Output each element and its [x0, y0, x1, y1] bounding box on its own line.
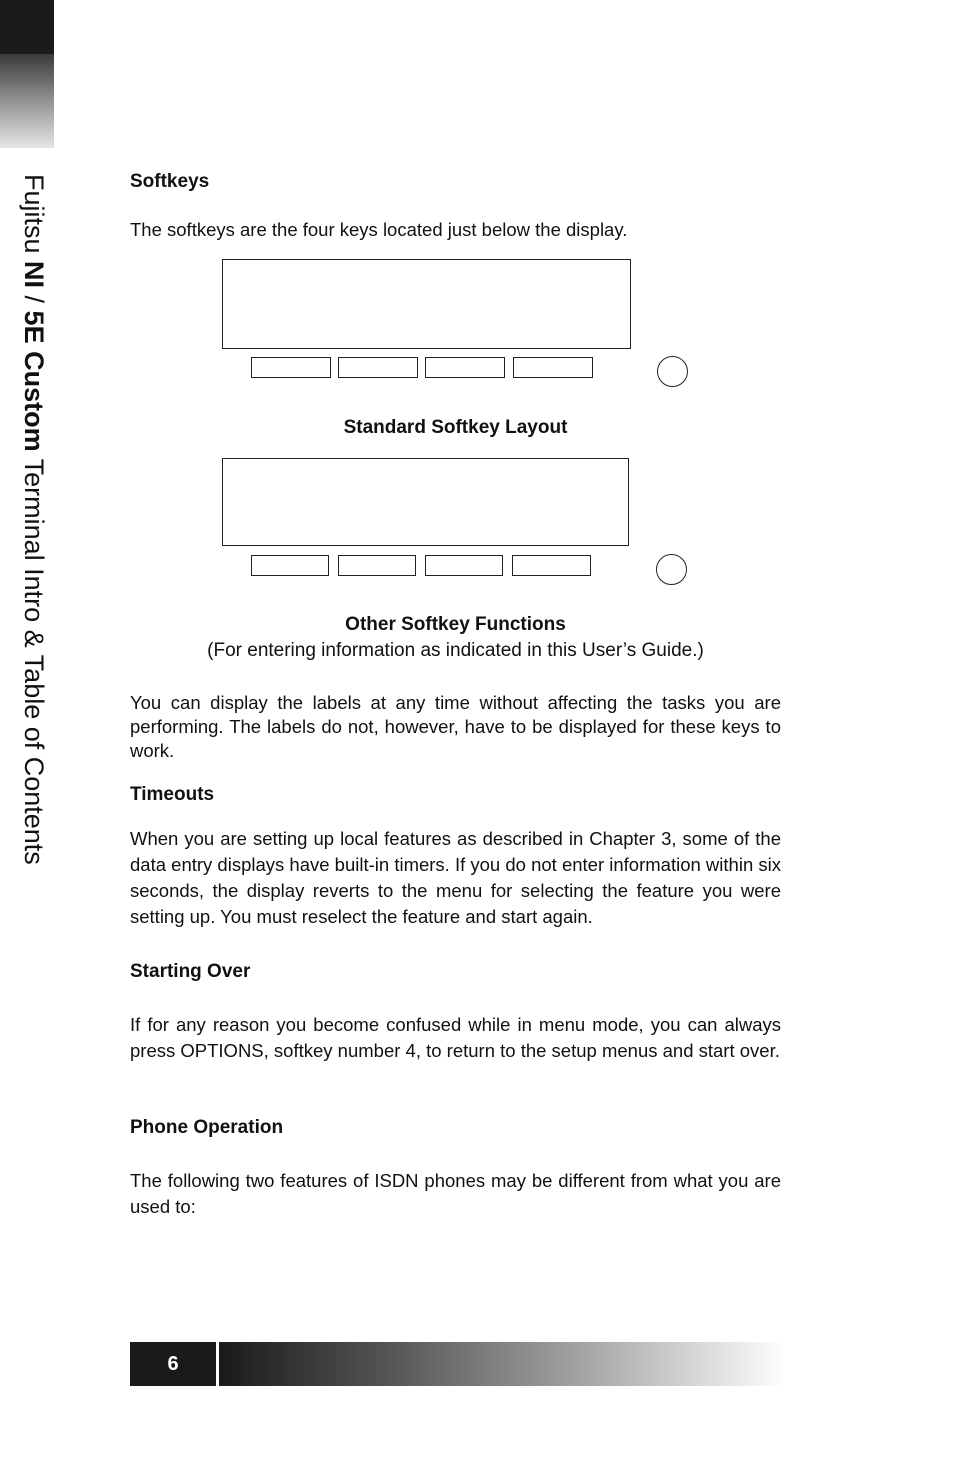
- softkey-1: [251, 555, 329, 576]
- softkey-1: [251, 357, 331, 378]
- phone-operation-heading: Phone Operation: [130, 1117, 284, 1138]
- timeouts-body: When you are setting up local features as described in Chapter 3, some of the data entry displays have built-in timers. If you do not enter information within six seconds, the display reverts to the menu for selecting the feature you were setting up. You must reselect the feature and start again.: [130, 828, 781, 927]
- softkey-4: [512, 555, 591, 576]
- side-running-title: [14, 174, 54, 944]
- round-key: [656, 554, 687, 585]
- round-key: [657, 356, 688, 387]
- phone-operation-body: The following two features of ISDN phones may be different from what you are used to:: [130, 1170, 781, 1217]
- labels-note: You can display the labels at any time without affecting the tasks you are performing. The labels do not, however, have to be displayed for these keys to work.: [130, 692, 781, 761]
- softkeys-heading: Softkeys: [130, 171, 210, 192]
- softkeys-intro: The softkeys are the four keys located just below the display.: [130, 219, 628, 240]
- softkey-3: [425, 357, 505, 378]
- corner-tab-gradient: [0, 54, 54, 148]
- softkey-4: [513, 357, 593, 378]
- page-number: 6: [130, 1342, 216, 1386]
- page-footer: [130, 1342, 786, 1386]
- display-box: [222, 458, 629, 546]
- footer-gradient-bar: [219, 1342, 786, 1386]
- side-title-part3: /: [19, 288, 49, 311]
- display-box: [222, 259, 631, 349]
- softkey-2: [338, 555, 416, 576]
- figure-caption-other: Other Softkey Functions: [345, 614, 566, 635]
- corner-tab-dark: [0, 0, 54, 54]
- starting-over-heading: Starting Over: [130, 961, 251, 982]
- timeouts-heading: Timeouts: [130, 784, 215, 805]
- softkey-2: [338, 357, 418, 378]
- starting-over-body: If for any reason you become confused while in menu mode, you can always press OPTIONS, softkey number 4, to return to the setup menus and start over.: [130, 1014, 781, 1061]
- side-title-part1: Fujitsu: [19, 174, 49, 262]
- side-title-part2: NI: [19, 261, 49, 289]
- side-title-part5: Terminal Intro & Table of Contents: [19, 451, 49, 865]
- figure-subcaption-other: (For entering information as indicated in this User’s Guide.): [207, 640, 704, 661]
- side-title-part4: 5E Custom: [19, 310, 49, 452]
- corner-tab: [0, 0, 54, 148]
- figure-caption-standard: Standard Softkey Layout: [343, 417, 568, 438]
- softkey-3: [425, 555, 503, 576]
